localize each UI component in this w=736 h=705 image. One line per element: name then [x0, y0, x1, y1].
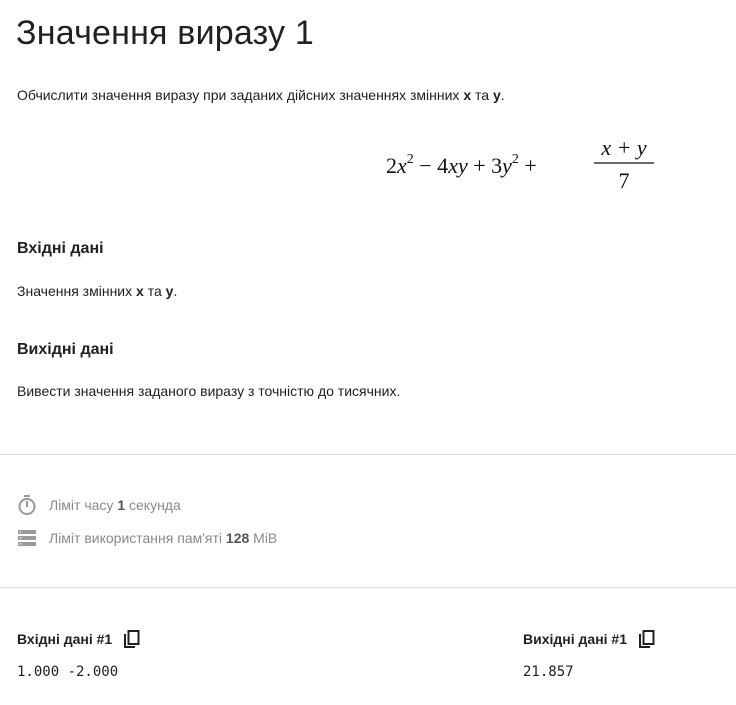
time-limit	[17, 494, 181, 516]
formula-var-y: y	[502, 153, 512, 178]
description-text: Обчислити значення виразу при заданих дійсних значеннях змінних	[17, 87, 464, 103]
var-y: y	[165, 283, 174, 299]
formula-denominator: 7	[618, 168, 630, 193]
memory-icon	[17, 529, 37, 547]
formula-exp: 2	[511, 152, 519, 167]
formula-op: + 3	[467, 153, 503, 178]
input-description	[17, 283, 177, 299]
formula-op: +	[518, 153, 537, 178]
time-limit-label: Ліміт часу	[49, 497, 118, 513]
formula-numerator: x + y	[601, 135, 647, 160]
example-output-header	[523, 628, 655, 650]
input-end: .	[173, 283, 178, 299]
output-heading: Вихідні дані	[17, 341, 114, 358]
memory-limit-text	[49, 530, 277, 546]
memory-limit-label: Ліміт використання пам'яті	[49, 530, 226, 546]
copy-icon[interactable]	[639, 630, 655, 649]
description-conj: та	[471, 87, 493, 103]
time-limit-value: 1	[117, 497, 126, 513]
input-conj: та	[143, 283, 166, 299]
time-limit-unit: секунда	[125, 497, 181, 513]
formula-var-xy: xy	[448, 153, 468, 178]
divider	[0, 454, 736, 455]
problem-description	[17, 87, 505, 103]
example-input-heading: Вхідні дані #1	[17, 631, 113, 647]
var-y: y	[492, 87, 501, 103]
formula	[386, 132, 666, 198]
example-output-value: 21.857	[523, 664, 574, 680]
var-x: x	[463, 87, 472, 103]
formula-var-x: x	[397, 153, 407, 178]
example-output-heading: Вихідні дані #1	[523, 631, 627, 647]
memory-limit-unit: MiB	[249, 530, 278, 546]
time-limit-text	[49, 497, 181, 513]
divider	[0, 587, 736, 588]
copy-icon[interactable]	[124, 630, 140, 649]
memory-limit	[17, 527, 277, 549]
problem-title: Значення виразу 1	[16, 14, 314, 52]
formula-op: − 4	[413, 153, 449, 178]
example-input-value: 1.000 -2.000	[17, 664, 119, 680]
example-input-header	[17, 628, 140, 650]
svg-text:2x2 − 4xy + 3y2 +	[386, 152, 537, 178]
description-end: .	[500, 87, 505, 103]
stopwatch-icon	[17, 494, 37, 516]
input-text: Значення змінних	[17, 283, 137, 299]
output-description: Вивести значення заданого виразу з точністю до тисячних.	[17, 383, 401, 399]
input-heading: Вхідні дані	[17, 240, 104, 257]
var-x: x	[136, 283, 144, 299]
formula-exp: 2	[406, 152, 414, 167]
formula-coef: 2	[386, 153, 397, 178]
memory-limit-value: 128	[225, 530, 250, 546]
